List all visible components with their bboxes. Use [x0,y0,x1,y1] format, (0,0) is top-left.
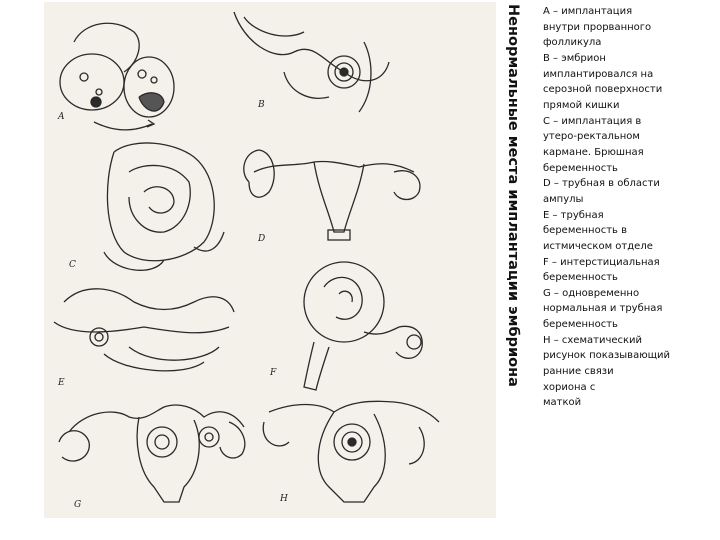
caption-line: утеро-ректальном [543,131,640,143]
caption-line: F – интерстициальная [543,256,660,268]
panel-letter-g: G [74,500,82,510]
panel-c-drawing [104,143,224,270]
caption-line: A – имплантация [543,6,633,17]
panel-letter-a: A [58,112,65,122]
panel-letter-f: F [270,368,277,378]
caption-line: H – схематический [543,334,643,346]
panel-a-drawing [60,23,174,129]
embryo-implantation-illustration [44,2,496,518]
caption-line: ампулы [543,193,584,205]
caption-line: D – трубная в области [543,178,660,190]
page-title: Ненормальные места имплантации эмбриона [505,4,521,387]
caption-line: G – одновременно [543,287,640,299]
panel-h-drawing [263,401,439,502]
caption-line: имплантировался на [543,68,654,80]
caption-line: кармане. Брюшная [543,146,644,158]
panel-f-drawing [304,262,422,390]
caption-line: E – трубная [543,209,604,221]
caption-line: беременность [543,272,618,284]
figure-caption [543,4,719,411]
caption-line: нормальная и трубная [543,303,663,315]
caption-line: C – имплантация в [543,115,642,127]
caption-line: беременность в [543,225,627,237]
caption-line: беременность [543,162,618,174]
caption-line: B – эмбрион [543,52,606,64]
caption-line: фолликула [543,37,602,49]
caption-line: ранние связи [543,366,614,378]
caption-line: маткой [543,397,582,409]
panel-e-drawing [54,289,234,371]
panel-letter-c: C [69,260,76,270]
panel-g-drawing [59,405,245,502]
caption-line: хориона с [543,381,596,393]
caption-line: беременность [543,319,618,331]
caption-line: внутри прорванного [543,21,652,33]
panel-letter-d: D [258,234,266,244]
caption-line: истмическом отделе [543,240,653,252]
panel-b-drawing [234,12,389,112]
panel-letter-h: H [280,494,288,504]
caption-line: серозной поверхности [543,84,663,96]
caption-line: прямой кишки [543,99,620,111]
panel-d-drawing [244,150,420,240]
caption-line: рисунок показывающий [543,350,671,362]
panel-letter-b: B [258,100,265,110]
panel-letter-e: E [58,378,65,388]
